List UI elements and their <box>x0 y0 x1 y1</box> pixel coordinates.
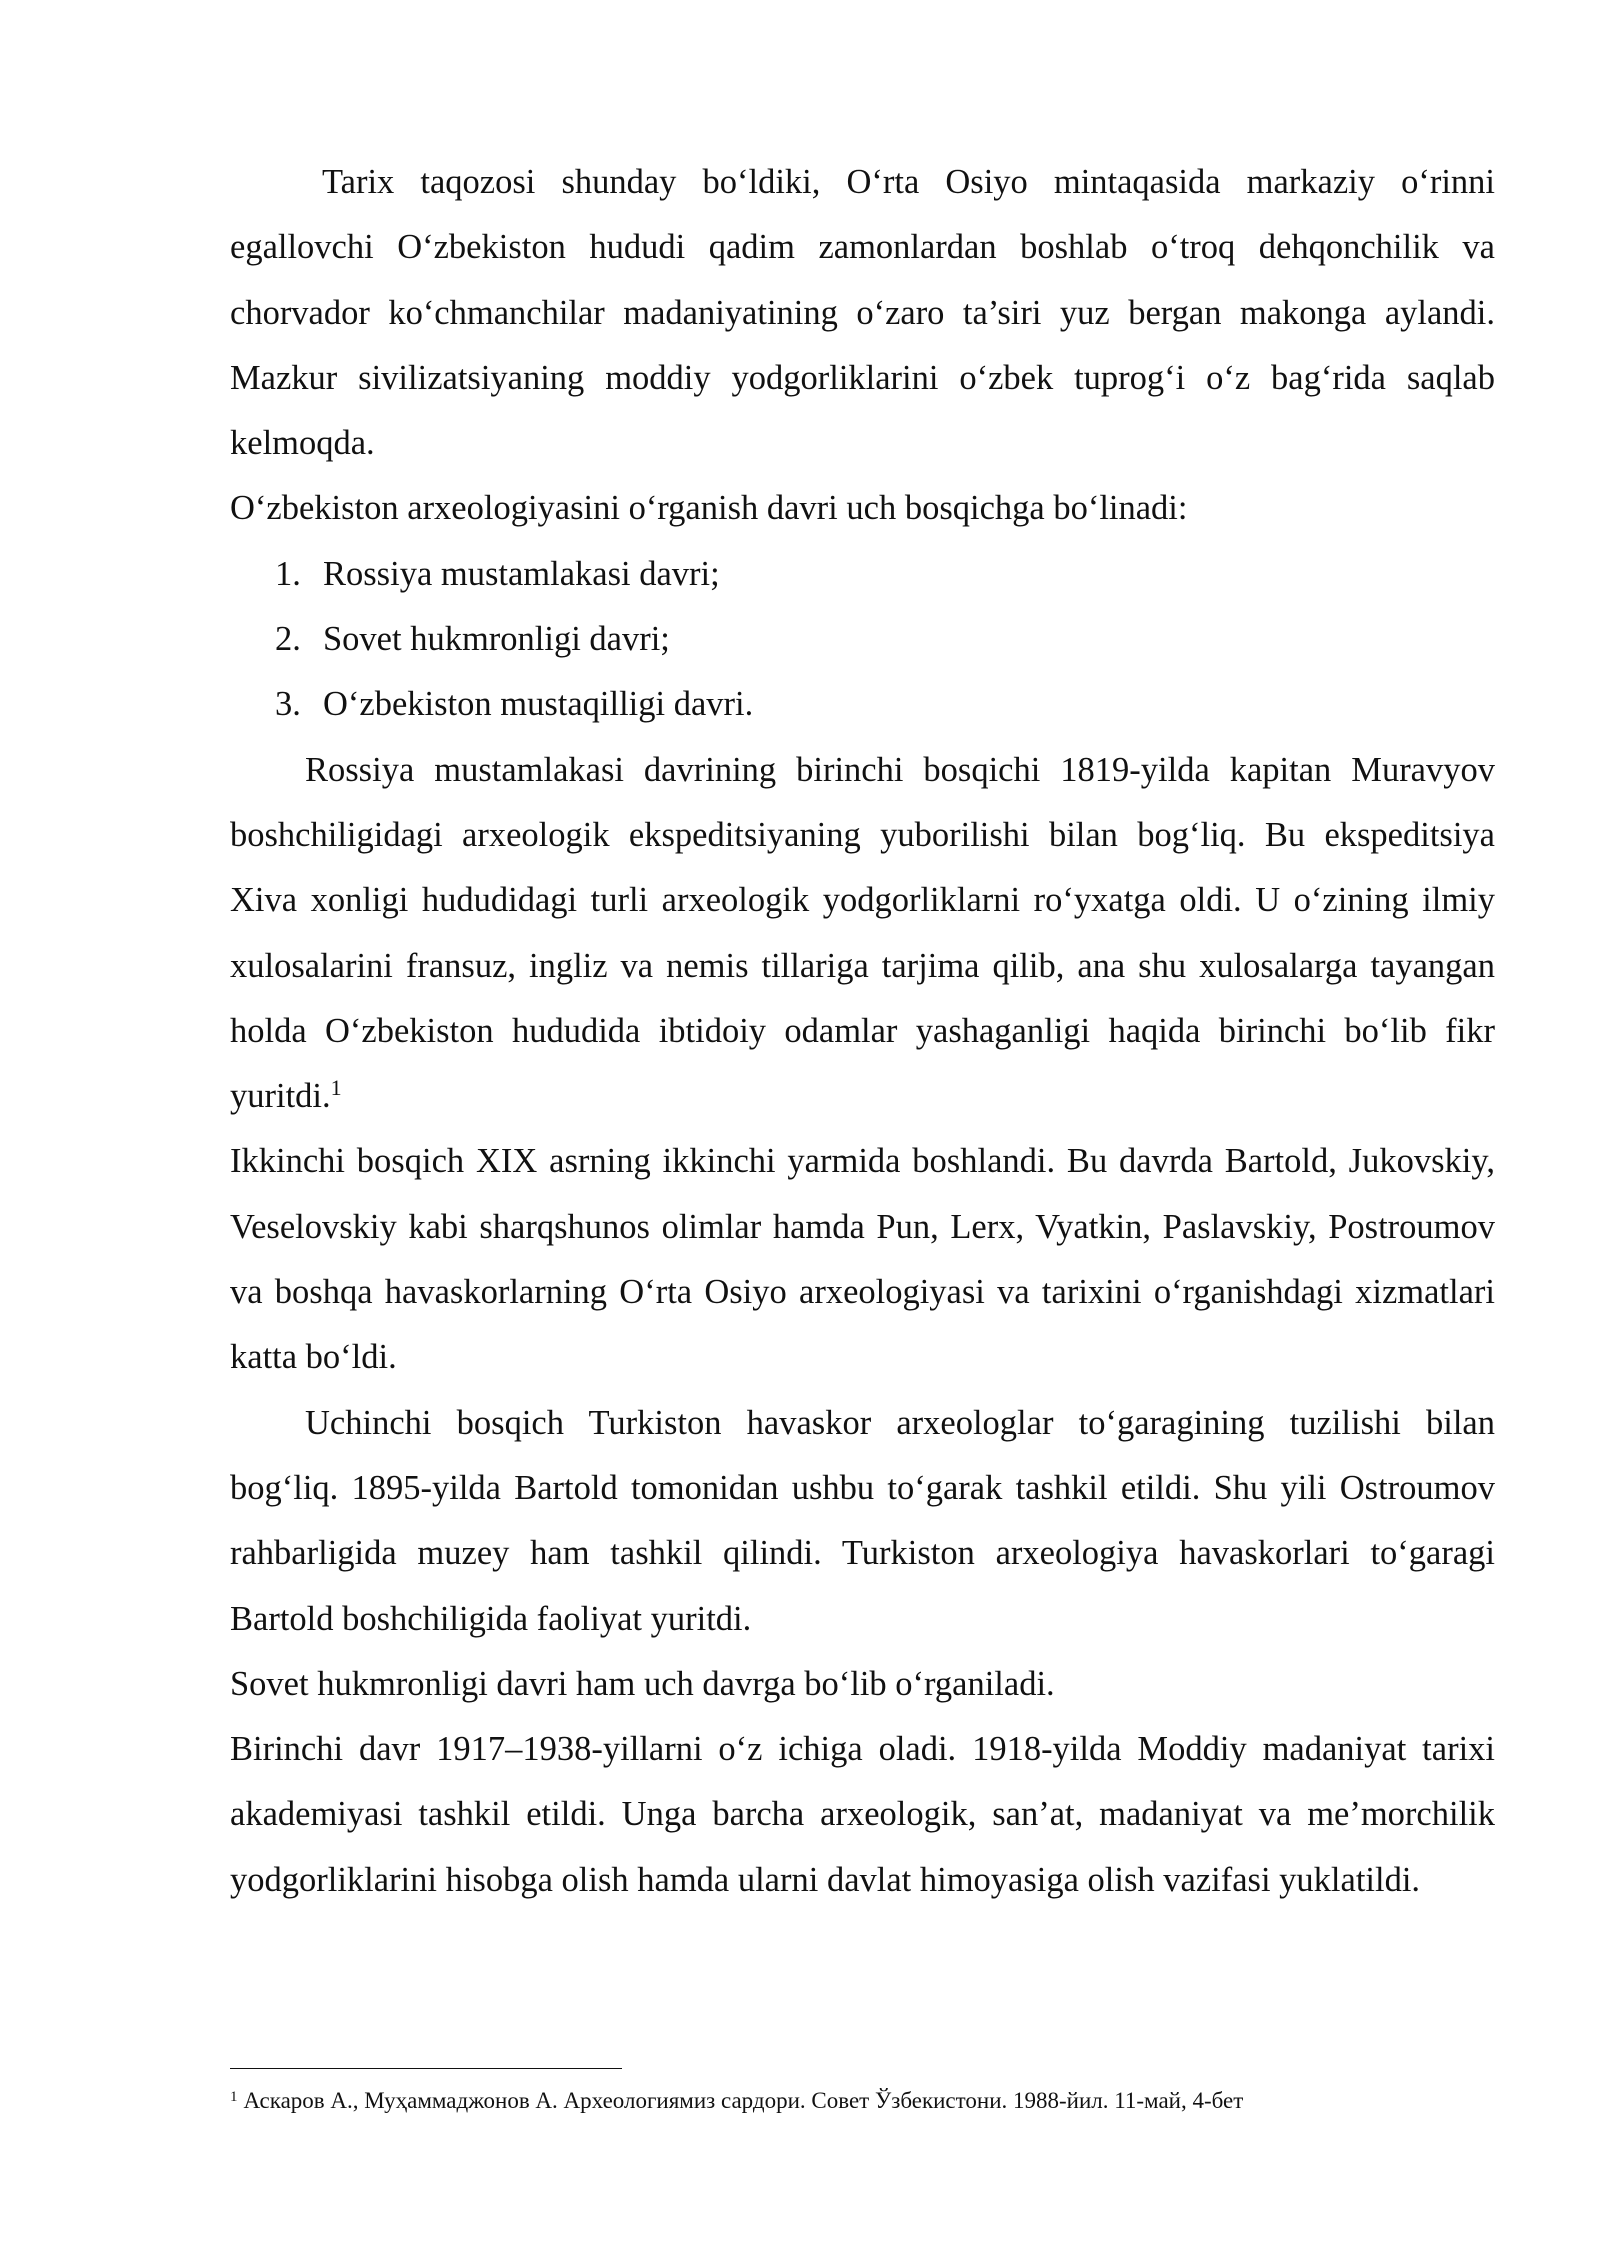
document-body <box>230 150 1495 1913</box>
list-item-number: 3. <box>275 685 301 724</box>
list-item <box>230 607 1495 672</box>
paragraph-intro-text: Tarix taqozosi shunday bo‘ldiki, O‘rta Osiyo mintaqasida markaziy o‘rinni egallovchi O‘zbekiston hududi qadim zamonlardan boshlab o‘troq dehqonchilik va chorvador ko‘chmanchilar madaniyatining o‘zaro ta’siri yuz bergan makonga aylandi. Mazkur sivilizatsiyaning moddiy yodgorliklarini o‘zbek tuprog‘i o‘z bag‘rida saqlab kelmoqda. <box>230 163 1495 463</box>
list-item-text: Sovet hukmronligi davri; <box>323 620 670 659</box>
list-item-number: 1. <box>275 554 301 593</box>
paragraph-stages-heading-text: O‘zbekiston arxeologiyasini o‘rganish davri uch bosqichga bo‘linadi: <box>230 489 1188 528</box>
paragraph-russian-period <box>230 738 1495 1130</box>
footnote-divider <box>230 2068 622 2069</box>
list-item <box>230 672 1495 737</box>
paragraph-first-soviet-era <box>230 1717 1495 1913</box>
paragraph-intro <box>230 150 1495 476</box>
list-item-text: O‘zbekiston mustaqilligi davri. <box>323 685 754 724</box>
paragraph-first-soviet-era-text: Birinchi davr 1917–1938-yillarni o‘z ichiga oladi. 1918-yilda Moddiy madaniyat tarixi akademiyasi tashkil etildi. Unga barcha arxeologik, san’at, madaniyat va me’morchilik yodgorliklarini hisobga olish hamda ularni davlat himoyasiga olish vazifasi yuklatildi. <box>230 1730 1495 1899</box>
footnote <box>230 2084 1495 2118</box>
list-item <box>230 542 1495 607</box>
list-item-number: 2. <box>275 620 301 659</box>
paragraph-soviet-period <box>230 1652 1495 1717</box>
footnote-text: Аскаров А., Муҳаммаджонов А. Археологиямиз сардори. Совет Ўзбекистони. 1988-йил. 11-май, 4-бет <box>243 2088 1244 2113</box>
footnote-mark: 1 <box>230 2089 238 2105</box>
paragraph-third-stage <box>230 1391 1495 1652</box>
paragraph-russian-period-text: Rossiya mustamlakasi davrining birinchi bosqichi 1819-yilda kapitan Muravyov boshchiligidagi arxeologik ekspeditsiyaning yuborilishi bilan bog‘liq. Bu ekspeditsiya Xiva xonligi hududidagi turli arxeologik yodgorliklarni ro‘yxatga oldi. U o‘zining ilmiy xulosalarini fransuz, ingliz va nemis tillariga tarjima qilib, ana shu xulosalarga tayangan holda O‘zbekiston hududida ibtidoiy odamlar yashaganligi haqida birinchi bo‘lib fikr yuritdi. <box>230 750 1495 1116</box>
footnote-reference[interactable]: 1 <box>330 1075 342 1101</box>
paragraph-second-stage-text: Ikkinchi bosqich XIX asrning ikkinchi yarmida boshlandi. Bu davrda Bartold, Jukovskiy, Veselovskiy kabi sharqshunos olimlar hamda Pun, Lerx, Vyatkin, Paslavskiy, Postroumov va boshqa havaskorlarning O‘rta Osiyo arxeologiyasi va tarixini o‘rganishdagi xizmatlari katta bo‘ldi. <box>230 1142 1495 1377</box>
stages-list <box>230 542 1495 738</box>
paragraph-soviet-period-text: Sovet hukmronligi davri ham uch davrga bo‘lib o‘rganiladi. <box>230 1664 1055 1703</box>
paragraph-third-stage-text: Uchinchi bosqich Turkiston havaskor arxeologlar to‘garagining tuzilishi bilan bog‘liq. 1895-yilda Bartold tomonidan ushbu to‘garak tashkil etildi. Shu yili Ostroumov rahbarligida muzey ham tashkil qilindi. Turkiston arxeologiya havaskorlari to‘garagi Bartold boshchiligida faoliyat yuritdi. <box>230 1403 1495 1638</box>
list-item-text: Rossiya mustamlakasi davri; <box>323 554 720 593</box>
paragraph-stages-heading <box>230 476 1495 541</box>
paragraph-second-stage <box>230 1129 1495 1390</box>
